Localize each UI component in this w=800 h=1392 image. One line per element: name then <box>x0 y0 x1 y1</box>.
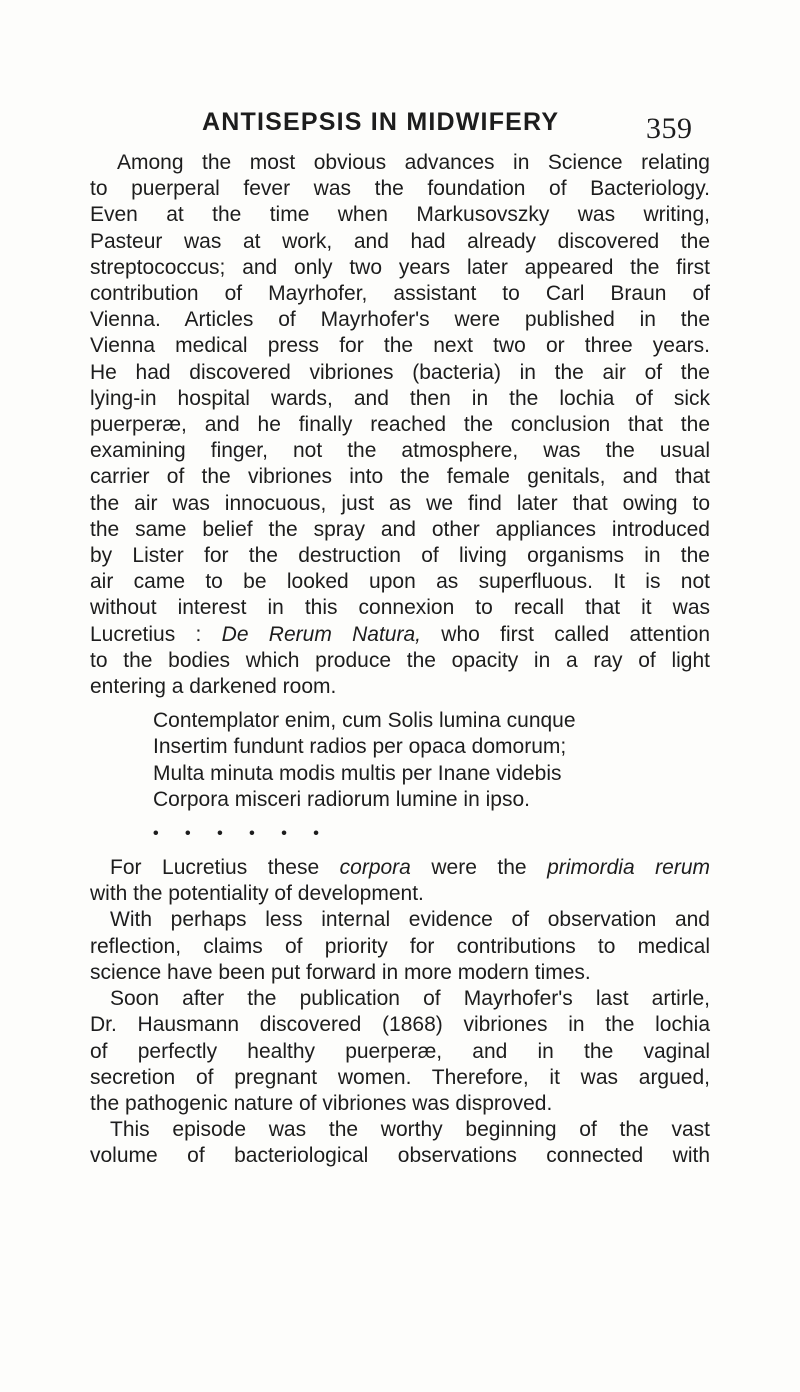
paragraph-hausmann <box>90 986 710 1117</box>
verse-line: Insertim fundunt radios per opaca domorum; <box>153 735 567 759</box>
latin-verse-quote <box>153 708 710 813</box>
running-head <box>0 108 800 148</box>
text-line: carrier of the vibriones into the female genitals, and that <box>90 465 710 489</box>
text-line: entering a darkened room. <box>90 675 337 699</box>
text-line: He had discovered vibriones (bacteria) in the air of the <box>90 360 710 384</box>
text-line: air came to be looked upon as superfluous. It is not <box>90 570 710 594</box>
text-line: contribution of Mayrhofer, assistant to Carl Braun of <box>90 282 710 306</box>
spacer <box>90 847 710 855</box>
text-line: examining finger, not the atmosphere, was the usual <box>90 439 710 463</box>
paragraph-bacteriology <box>90 150 710 700</box>
running-title: ANTISEPSIS IN MIDWIFERY <box>202 108 560 136</box>
verse-ellipsis: • • • • • • <box>153 825 330 843</box>
text-line: science have been put forward in more modern times. <box>90 960 591 984</box>
text-line: Even at the time when Markusovszky was writing, <box>90 203 710 227</box>
text-line: Among the most obvious advances in Science relating <box>117 151 710 174</box>
text-line: to puerperal fever was the foundation of Bacteriology. <box>90 177 710 201</box>
text-line: the air was innocuous, just as we find later that owing to <box>90 491 710 515</box>
text-line: of perfectly healthy puerperæ, and in the vaginal <box>90 1039 710 1063</box>
corpora-line <box>90 855 710 881</box>
text-span: For Lucretius these <box>110 856 340 880</box>
italic-corpora: corpora <box>339 856 411 880</box>
verse-line: Multa minuta modis multis per Inane videbis <box>153 761 562 785</box>
paragraph-priority-claims <box>90 907 710 986</box>
text-line: volume of bacteriological observations connected with <box>90 1144 710 1168</box>
text-line: to the bodies which produce the opacity in a ray of light <box>90 648 710 672</box>
text-line: Vienna. Articles of Mayrhofer's were published in the <box>90 308 710 332</box>
text-line: secretion of pregnant women. Therefore, it was argued, <box>90 1065 710 1089</box>
text-line: Dr. Hausmann discovered (1868) vibriones in the lochia <box>90 1013 710 1037</box>
text-line: Pasteur was at work, and had already discovered the <box>90 229 710 253</box>
page-number: 359 <box>646 112 693 145</box>
lucretius-line <box>90 622 710 648</box>
lucretius-name: Lucretius : <box>90 622 222 646</box>
text-line: puerperæ, and he finally reached the conclusion that the <box>90 413 710 437</box>
text-span: were the <box>410 856 548 880</box>
text-line: With perhaps less internal evidence of observation and <box>110 908 710 932</box>
text-line: without interest in this connexion to recall that it was <box>90 596 710 620</box>
text-line: Soon after the publication of Mayrhofer's last artirle, <box>110 987 710 1011</box>
verse-line: Corpora misceri radiorum lumine in ipso. <box>153 787 530 811</box>
spacer <box>90 700 710 708</box>
book-title-de-rerum-natura: De Rerum Natura, <box>221 622 421 646</box>
paragraph-episode <box>90 1117 710 1169</box>
text-line: lying-in hospital wards, and then in the lochia of sick <box>90 386 710 410</box>
text-line: streptococcus; and only two years later appeared the first <box>90 255 710 279</box>
text-line: with the potentiality of development. <box>90 882 424 906</box>
text-line: reflection, claims of priority for contributions to medical <box>90 934 710 958</box>
paragraph-corpora <box>90 855 710 907</box>
text-line: the pathogenic nature of vibriones was disproved. <box>90 1091 553 1115</box>
text-line: by Lister for the destruction of living organisms in the <box>90 544 710 568</box>
spacer <box>90 813 710 821</box>
lucretius-line-rest: who first called attention <box>421 622 711 646</box>
text-line: This episode was the worthy beginning of the vast <box>110 1118 710 1142</box>
text-line: the same belief the spray and other appliances introduced <box>90 517 710 541</box>
verse-line: Contemplator enim, cum Solis lumina cunque <box>153 709 576 733</box>
body-text <box>90 150 710 1170</box>
italic-primordia-rerum: primordia rerum <box>547 856 710 880</box>
text-line: Vienna medical press for the next two or three years. <box>90 334 710 358</box>
